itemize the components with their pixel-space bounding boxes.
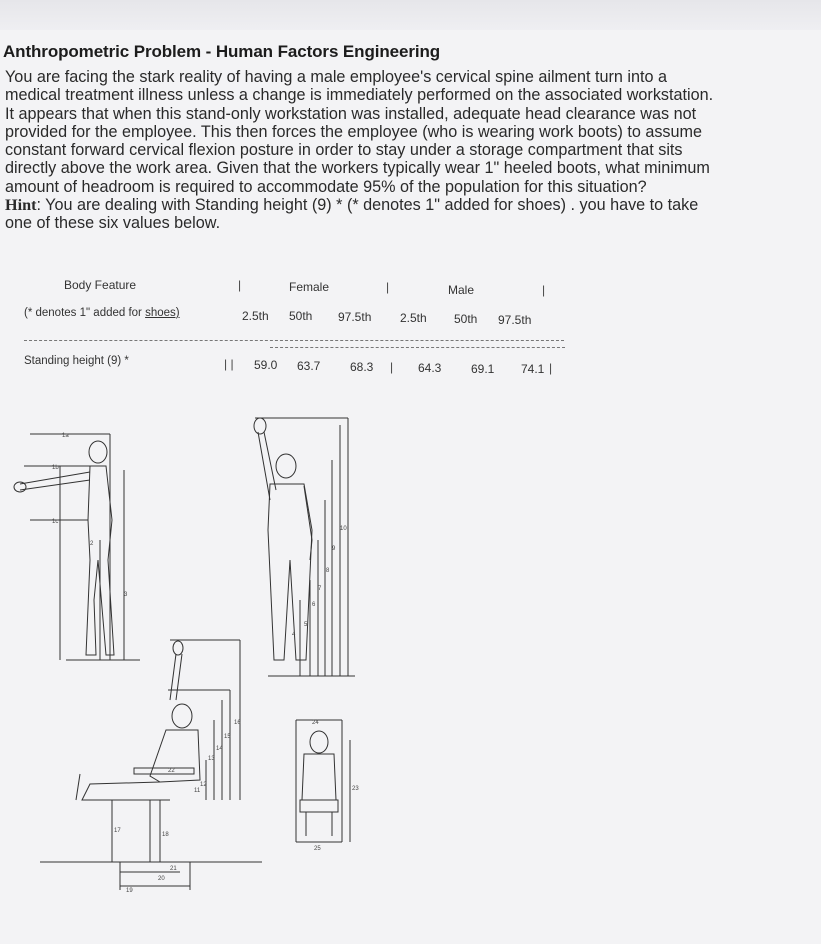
dim-label: 24: [312, 720, 319, 726]
paragraph-line: constant forward cervical flexion posture in order to stay under a storage compartment that sits: [5, 141, 683, 160]
female-value: 59.0: [254, 358, 278, 372]
dim-label: 22: [168, 768, 175, 774]
hint-label: Hint: [5, 196, 37, 215]
dim-label: 1c: [52, 519, 59, 525]
dim-label: 1a: [62, 433, 69, 439]
dim-label: 23: [352, 786, 359, 792]
dim-label: 12: [200, 782, 207, 788]
dim-label: 14: [216, 746, 223, 752]
column-divider: |: [542, 283, 546, 297]
paragraph-line: medical treatment illness unless a change is immediately performed on the associated workstation.: [5, 86, 714, 105]
row-label: Standing height (9) *: [24, 355, 129, 367]
dim-label: 2: [90, 541, 94, 547]
dim-label: 20: [158, 876, 165, 882]
dim-label: 17: [114, 828, 121, 834]
paragraph-line: directly above the work area. Given that the workers typically wear 1" heeled boots, what minimum: [5, 159, 710, 178]
dim-label: 18: [162, 832, 169, 838]
dim-label: 4: [292, 632, 296, 638]
male-value: 74.1: [521, 362, 545, 376]
male-header: Male: [448, 283, 475, 297]
female-header: Female: [289, 280, 330, 294]
paragraph-line: It appears that when this stand-only workstation was installed, adequate head clearance was not: [5, 104, 697, 123]
dim-label: 11: [194, 788, 201, 794]
male-value: 64.3: [418, 361, 442, 375]
body-feature-header: Body Feature: [64, 278, 137, 292]
dim-label: 5: [304, 622, 308, 628]
dim-label: 16: [234, 720, 241, 726]
standing-overhead-figure: [254, 418, 355, 676]
column-divider: |: [386, 280, 390, 294]
dim-label: 9: [332, 546, 336, 552]
column-divider: | |: [224, 357, 234, 371]
female-value: 63.7: [297, 359, 321, 373]
standing-reach-figure: [14, 434, 140, 660]
dim-label: 21: [170, 866, 177, 872]
hint-line-2: one of these six values below.: [5, 214, 221, 233]
percentile-header: 2.5th: [242, 309, 269, 323]
page-title: Anthropometric Problem - Human Factors Engineering: [3, 42, 441, 61]
dim-label: 1b: [52, 465, 59, 471]
seated-figure: [40, 640, 262, 890]
percentile-header: 50th: [289, 309, 313, 323]
paragraph-line: amount of headroom is required to accommodate 95% of the population for this situation?: [5, 177, 647, 196]
hint-text: : You are dealing with Standing height (9) * (* denotes 1" added for shoes) . you have to take: [36, 196, 699, 215]
dim-label: 8: [326, 568, 330, 574]
dim-label: 19: [126, 888, 133, 894]
dim-label: 25: [314, 846, 321, 852]
shoes-note-underlined: shoes): [145, 307, 180, 319]
dim-label: 10: [340, 526, 347, 532]
percentile-header: 2.5th: [400, 311, 427, 325]
column-divider: |: [238, 278, 242, 292]
paragraph-line: provided for the employee. This then forces the employee (who is wearing work boots) to assume: [5, 122, 703, 141]
dim-label: 13: [208, 756, 215, 762]
column-divider: |: [390, 360, 394, 374]
column-divider: |: [549, 361, 553, 375]
female-value: 68.3: [350, 360, 374, 374]
shoes-note-prefix: (* denotes 1" added for: [24, 307, 146, 319]
male-value: 69.1: [471, 362, 495, 376]
paragraph-line: You are facing the stark reality of having a male employee's cervical spine ailment turn into a: [5, 68, 668, 86]
dim-label: 15: [224, 734, 231, 740]
dim-label: 7: [318, 586, 322, 592]
percentile-header: 50th: [454, 312, 478, 326]
dim-label: 3: [124, 592, 128, 598]
dim-label: 6: [312, 602, 316, 608]
percentile-header: 97.5th: [338, 310, 372, 324]
seated-rear-figure: [296, 720, 350, 842]
percentile-header: 97.5th: [498, 313, 532, 327]
